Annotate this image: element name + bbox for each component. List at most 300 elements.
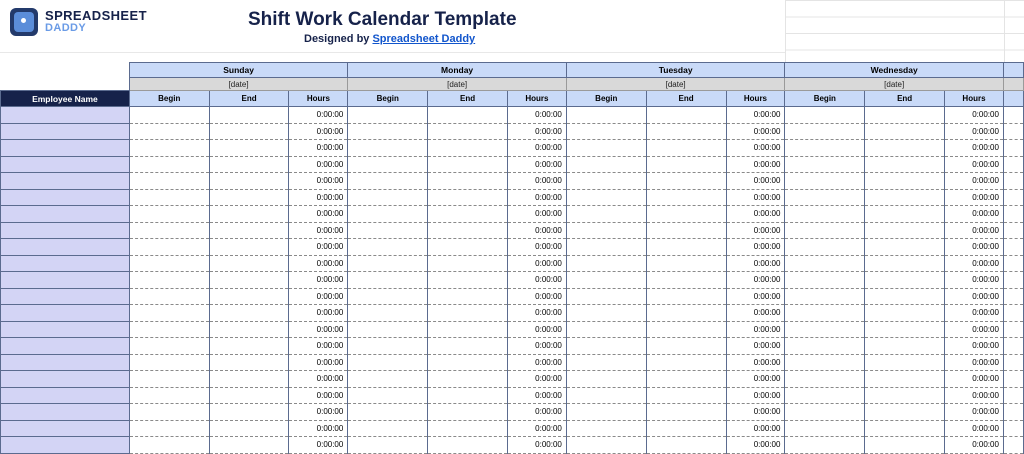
begin-cell[interactable] xyxy=(785,239,865,256)
hours-cell[interactable]: 0:00:00 xyxy=(507,404,566,421)
day-header-sunday[interactable]: Sunday xyxy=(129,63,348,78)
end-cell[interactable] xyxy=(865,305,945,322)
hours-cell[interactable]: 0:00:00 xyxy=(726,272,785,289)
overflow-cell[interactable] xyxy=(1003,338,1023,355)
begin-cell[interactable] xyxy=(348,239,428,256)
hours-cell[interactable]: 0:00:00 xyxy=(945,123,1004,140)
end-cell[interactable] xyxy=(865,189,945,206)
hours-cell[interactable]: 0:00:00 xyxy=(726,404,785,421)
begin-cell[interactable] xyxy=(348,123,428,140)
hours-cell[interactable]: 0:00:00 xyxy=(507,387,566,404)
hours-cell[interactable]: 0:00:00 xyxy=(289,123,348,140)
hours-cell[interactable]: 0:00:00 xyxy=(945,437,1004,454)
hours-cell[interactable]: 0:00:00 xyxy=(507,321,566,338)
hours-cell[interactable]: 0:00:00 xyxy=(289,189,348,206)
hours-cell[interactable]: 0:00:00 xyxy=(289,206,348,223)
hours-cell[interactable]: 0:00:00 xyxy=(289,404,348,421)
hours-cell[interactable]: 0:00:00 xyxy=(289,107,348,124)
end-cell[interactable] xyxy=(428,107,508,124)
begin-cell[interactable] xyxy=(566,255,646,272)
overflow-cell[interactable] xyxy=(1003,288,1023,305)
begin-cell[interactable] xyxy=(566,189,646,206)
day-header-wednesday[interactable]: Wednesday xyxy=(785,63,1004,78)
employee-name-cell[interactable] xyxy=(1,437,130,454)
begin-cell[interactable] xyxy=(129,272,209,289)
end-cell[interactable] xyxy=(865,338,945,355)
begin-cell[interactable] xyxy=(129,206,209,223)
end-cell[interactable] xyxy=(646,420,726,437)
hours-cell[interactable]: 0:00:00 xyxy=(945,255,1004,272)
begin-cell[interactable] xyxy=(785,255,865,272)
hours-cell[interactable]: 0:00:00 xyxy=(507,222,566,239)
begin-cell[interactable] xyxy=(785,107,865,124)
begin-cell[interactable] xyxy=(785,387,865,404)
hours-cell[interactable]: 0:00:00 xyxy=(289,371,348,388)
end-cell[interactable] xyxy=(865,239,945,256)
day-header-overflow[interactable] xyxy=(1003,63,1023,78)
end-cell[interactable] xyxy=(865,140,945,157)
end-cell[interactable] xyxy=(865,354,945,371)
hours-cell[interactable]: 0:00:00 xyxy=(726,371,785,388)
begin-cell[interactable] xyxy=(566,239,646,256)
hours-cell[interactable]: 0:00:00 xyxy=(507,156,566,173)
end-cell[interactable] xyxy=(428,288,508,305)
begin-cell[interactable] xyxy=(129,239,209,256)
end-cell[interactable] xyxy=(209,387,289,404)
hours-cell[interactable]: 0:00:00 xyxy=(726,222,785,239)
end-cell[interactable] xyxy=(865,321,945,338)
begin-cell[interactable] xyxy=(129,437,209,454)
begin-cell[interactable] xyxy=(348,272,428,289)
end-cell[interactable] xyxy=(209,123,289,140)
begin-cell[interactable] xyxy=(348,255,428,272)
begin-cell[interactable] xyxy=(566,338,646,355)
hours-cell[interactable]: 0:00:00 xyxy=(726,206,785,223)
overflow-cell[interactable] xyxy=(1003,156,1023,173)
end-cell[interactable] xyxy=(865,437,945,454)
spreadsheet-daddy-link[interactable]: Spreadsheet Daddy xyxy=(372,33,476,45)
overflow-cell[interactable] xyxy=(1003,239,1023,256)
hours-cell[interactable]: 0:00:00 xyxy=(945,288,1004,305)
begin-cell[interactable] xyxy=(348,156,428,173)
employee-name-cell[interactable] xyxy=(1,206,130,223)
hours-cell[interactable]: 0:00:00 xyxy=(726,107,785,124)
hours-cell[interactable]: 0:00:00 xyxy=(507,239,566,256)
hours-cell[interactable]: 0:00:00 xyxy=(945,222,1004,239)
hours-cell[interactable]: 0:00:00 xyxy=(945,189,1004,206)
hours-cell[interactable]: 0:00:00 xyxy=(726,437,785,454)
begin-cell[interactable] xyxy=(348,107,428,124)
overflow-cell[interactable] xyxy=(1003,206,1023,223)
date-cell-overflow[interactable] xyxy=(1003,78,1023,91)
end-cell[interactable] xyxy=(646,239,726,256)
end-cell[interactable] xyxy=(209,189,289,206)
hours-cell[interactable]: 0:00:00 xyxy=(726,305,785,322)
hours-cell[interactable]: 0:00:00 xyxy=(507,272,566,289)
begin-cell[interactable] xyxy=(129,354,209,371)
begin-cell[interactable] xyxy=(785,354,865,371)
hours-cell[interactable]: 0:00:00 xyxy=(289,321,348,338)
end-cell[interactable] xyxy=(865,156,945,173)
end-cell[interactable] xyxy=(209,420,289,437)
overflow-cell[interactable] xyxy=(1003,173,1023,190)
end-cell[interactable] xyxy=(428,338,508,355)
begin-cell[interactable] xyxy=(785,123,865,140)
overflow-cell[interactable] xyxy=(1003,387,1023,404)
end-cell[interactable] xyxy=(428,206,508,223)
end-cell[interactable] xyxy=(428,404,508,421)
hours-cell[interactable]: 0:00:00 xyxy=(726,173,785,190)
overflow-cell[interactable] xyxy=(1003,420,1023,437)
begin-cell[interactable] xyxy=(129,371,209,388)
employee-name-cell[interactable] xyxy=(1,305,130,322)
end-cell[interactable] xyxy=(646,156,726,173)
hours-cell[interactable]: 0:00:00 xyxy=(289,288,348,305)
hours-cell[interactable]: 0:00:00 xyxy=(289,354,348,371)
hours-cell[interactable]: 0:00:00 xyxy=(726,255,785,272)
hours-cell[interactable]: 0:00:00 xyxy=(507,354,566,371)
hours-cell[interactable]: 0:00:00 xyxy=(507,437,566,454)
overflow-cell[interactable] xyxy=(1003,140,1023,157)
begin-cell[interactable] xyxy=(785,321,865,338)
end-cell[interactable] xyxy=(209,222,289,239)
end-cell[interactable] xyxy=(865,420,945,437)
end-cell[interactable] xyxy=(428,354,508,371)
day-header-monday[interactable]: Monday xyxy=(348,63,567,78)
begin-cell[interactable] xyxy=(566,437,646,454)
begin-cell[interactable] xyxy=(129,189,209,206)
hours-cell[interactable]: 0:00:00 xyxy=(945,173,1004,190)
end-cell[interactable] xyxy=(646,404,726,421)
begin-cell[interactable] xyxy=(566,140,646,157)
overflow-cell[interactable] xyxy=(1003,437,1023,454)
end-cell[interactable] xyxy=(209,206,289,223)
begin-cell[interactable] xyxy=(348,338,428,355)
hours-cell[interactable]: 0:00:00 xyxy=(507,305,566,322)
employee-name-cell[interactable] xyxy=(1,420,130,437)
employee-name-cell[interactable] xyxy=(1,156,130,173)
begin-cell[interactable] xyxy=(348,140,428,157)
overflow-cell[interactable] xyxy=(1003,404,1023,421)
end-cell[interactable] xyxy=(646,123,726,140)
end-cell[interactable] xyxy=(428,437,508,454)
hours-cell[interactable]: 0:00:00 xyxy=(507,288,566,305)
overflow-cell[interactable] xyxy=(1003,222,1023,239)
begin-cell[interactable] xyxy=(785,206,865,223)
end-cell[interactable] xyxy=(865,206,945,223)
hours-cell[interactable]: 0:00:00 xyxy=(945,354,1004,371)
hours-cell[interactable]: 0:00:00 xyxy=(507,189,566,206)
begin-cell[interactable] xyxy=(566,404,646,421)
begin-cell[interactable] xyxy=(566,321,646,338)
hours-cell[interactable]: 0:00:00 xyxy=(945,387,1004,404)
end-cell[interactable] xyxy=(646,189,726,206)
end-cell[interactable] xyxy=(209,305,289,322)
end-cell[interactable] xyxy=(646,437,726,454)
begin-cell[interactable] xyxy=(348,173,428,190)
begin-cell[interactable] xyxy=(566,387,646,404)
begin-cell[interactable] xyxy=(129,107,209,124)
end-cell[interactable] xyxy=(646,354,726,371)
end-cell[interactable] xyxy=(646,255,726,272)
hours-cell[interactable]: 0:00:00 xyxy=(289,173,348,190)
begin-cell[interactable] xyxy=(129,123,209,140)
employee-name-cell[interactable] xyxy=(1,272,130,289)
begin-cell[interactable] xyxy=(785,272,865,289)
begin-cell[interactable] xyxy=(348,420,428,437)
end-cell[interactable] xyxy=(428,255,508,272)
end-cell[interactable] xyxy=(646,321,726,338)
employee-name-cell[interactable] xyxy=(1,354,130,371)
begin-cell[interactable] xyxy=(566,173,646,190)
hours-cell[interactable]: 0:00:00 xyxy=(945,272,1004,289)
hours-cell[interactable]: 0:00:00 xyxy=(507,140,566,157)
hours-cell[interactable]: 0:00:00 xyxy=(507,123,566,140)
begin-cell[interactable] xyxy=(566,222,646,239)
end-cell[interactable] xyxy=(865,288,945,305)
end-cell[interactable] xyxy=(428,387,508,404)
begin-cell[interactable] xyxy=(566,123,646,140)
hours-cell[interactable]: 0:00:00 xyxy=(945,371,1004,388)
end-cell[interactable] xyxy=(209,272,289,289)
overflow-cell[interactable] xyxy=(1003,107,1023,124)
hours-cell[interactable]: 0:00:00 xyxy=(507,338,566,355)
begin-cell[interactable] xyxy=(129,338,209,355)
end-cell[interactable] xyxy=(209,173,289,190)
end-cell[interactable] xyxy=(209,288,289,305)
begin-cell[interactable] xyxy=(348,305,428,322)
begin-cell[interactable] xyxy=(566,288,646,305)
employee-name-cell[interactable] xyxy=(1,189,130,206)
hours-cell[interactable]: 0:00:00 xyxy=(507,206,566,223)
hours-cell[interactable]: 0:00:00 xyxy=(726,140,785,157)
hours-cell[interactable]: 0:00:00 xyxy=(726,239,785,256)
end-cell[interactable] xyxy=(428,272,508,289)
overflow-cell[interactable] xyxy=(1003,189,1023,206)
hours-cell[interactable]: 0:00:00 xyxy=(726,338,785,355)
employee-name-cell[interactable] xyxy=(1,140,130,157)
employee-name-cell[interactable] xyxy=(1,239,130,256)
overflow-cell[interactable] xyxy=(1003,305,1023,322)
end-cell[interactable] xyxy=(646,222,726,239)
begin-cell[interactable] xyxy=(129,156,209,173)
end-cell[interactable] xyxy=(428,420,508,437)
end-cell[interactable] xyxy=(428,173,508,190)
end-cell[interactable] xyxy=(646,140,726,157)
begin-cell[interactable] xyxy=(785,404,865,421)
hours-cell[interactable]: 0:00:00 xyxy=(726,354,785,371)
end-cell[interactable] xyxy=(428,140,508,157)
end-cell[interactable] xyxy=(209,140,289,157)
hours-cell[interactable]: 0:00:00 xyxy=(507,255,566,272)
end-cell[interactable] xyxy=(865,272,945,289)
begin-cell[interactable] xyxy=(785,222,865,239)
hours-cell[interactable]: 0:00:00 xyxy=(945,338,1004,355)
begin-cell[interactable] xyxy=(348,354,428,371)
begin-cell[interactable] xyxy=(785,437,865,454)
end-cell[interactable] xyxy=(428,222,508,239)
begin-cell[interactable] xyxy=(129,140,209,157)
hours-cell[interactable]: 0:00:00 xyxy=(726,123,785,140)
employee-name-cell[interactable] xyxy=(1,387,130,404)
hours-cell[interactable]: 0:00:00 xyxy=(945,239,1004,256)
begin-cell[interactable] xyxy=(566,354,646,371)
begin-cell[interactable] xyxy=(129,255,209,272)
end-cell[interactable] xyxy=(209,404,289,421)
hours-cell[interactable]: 0:00:00 xyxy=(289,156,348,173)
begin-cell[interactable] xyxy=(566,371,646,388)
hours-cell[interactable]: 0:00:00 xyxy=(289,272,348,289)
overflow-cell[interactable] xyxy=(1003,272,1023,289)
employee-name-cell[interactable] xyxy=(1,404,130,421)
hours-cell[interactable]: 0:00:00 xyxy=(289,239,348,256)
end-cell[interactable] xyxy=(209,321,289,338)
begin-cell[interactable] xyxy=(785,140,865,157)
begin-cell[interactable] xyxy=(348,437,428,454)
hours-cell[interactable]: 0:00:00 xyxy=(289,338,348,355)
hours-cell[interactable]: 0:00:00 xyxy=(945,140,1004,157)
hours-cell[interactable]: 0:00:00 xyxy=(726,387,785,404)
hours-cell[interactable]: 0:00:00 xyxy=(289,387,348,404)
begin-cell[interactable] xyxy=(785,371,865,388)
end-cell[interactable] xyxy=(646,288,726,305)
begin-cell[interactable] xyxy=(348,321,428,338)
employee-name-cell[interactable] xyxy=(1,222,130,239)
end-cell[interactable] xyxy=(209,239,289,256)
hours-cell[interactable]: 0:00:00 xyxy=(726,189,785,206)
hours-cell[interactable]: 0:00:00 xyxy=(945,107,1004,124)
hours-cell[interactable]: 0:00:00 xyxy=(289,255,348,272)
overflow-cell[interactable] xyxy=(1003,123,1023,140)
employee-name-cell[interactable] xyxy=(1,288,130,305)
begin-cell[interactable] xyxy=(785,189,865,206)
end-cell[interactable] xyxy=(865,222,945,239)
begin-cell[interactable] xyxy=(348,206,428,223)
hours-cell[interactable]: 0:00:00 xyxy=(289,140,348,157)
end-cell[interactable] xyxy=(646,173,726,190)
end-cell[interactable] xyxy=(209,437,289,454)
hours-cell[interactable]: 0:00:00 xyxy=(507,420,566,437)
end-cell[interactable] xyxy=(646,272,726,289)
hours-cell[interactable]: 0:00:00 xyxy=(945,404,1004,421)
end-cell[interactable] xyxy=(428,305,508,322)
end-cell[interactable] xyxy=(209,371,289,388)
begin-cell[interactable] xyxy=(566,107,646,124)
end-cell[interactable] xyxy=(865,173,945,190)
employee-name-cell[interactable] xyxy=(1,338,130,355)
begin-cell[interactable] xyxy=(129,420,209,437)
begin-cell[interactable] xyxy=(785,305,865,322)
end-cell[interactable] xyxy=(646,305,726,322)
end-cell[interactable] xyxy=(646,338,726,355)
employee-name-cell[interactable] xyxy=(1,255,130,272)
hours-cell[interactable]: 0:00:00 xyxy=(726,321,785,338)
hours-cell[interactable]: 0:00:00 xyxy=(945,321,1004,338)
end-cell[interactable] xyxy=(865,387,945,404)
employee-name-cell[interactable] xyxy=(1,107,130,124)
end-cell[interactable] xyxy=(209,156,289,173)
begin-cell[interactable] xyxy=(566,305,646,322)
begin-cell[interactable] xyxy=(785,156,865,173)
overflow-cell[interactable] xyxy=(1003,354,1023,371)
end-cell[interactable] xyxy=(209,354,289,371)
hours-cell[interactable]: 0:00:00 xyxy=(507,173,566,190)
employee-name-cell[interactable] xyxy=(1,173,130,190)
begin-cell[interactable] xyxy=(348,371,428,388)
end-cell[interactable] xyxy=(428,239,508,256)
begin-cell[interactable] xyxy=(129,288,209,305)
end-cell[interactable] xyxy=(646,387,726,404)
begin-cell[interactable] xyxy=(348,222,428,239)
begin-cell[interactable] xyxy=(129,387,209,404)
end-cell[interactable] xyxy=(865,107,945,124)
date-cell-tuesday[interactable]: [date] xyxy=(566,78,785,91)
day-header-tuesday[interactable]: Tuesday xyxy=(566,63,785,78)
end-cell[interactable] xyxy=(428,156,508,173)
end-cell[interactable] xyxy=(646,107,726,124)
end-cell[interactable] xyxy=(646,206,726,223)
hours-cell[interactable]: 0:00:00 xyxy=(945,156,1004,173)
hours-cell[interactable]: 0:00:00 xyxy=(945,206,1004,223)
end-cell[interactable] xyxy=(865,123,945,140)
date-cell-sunday[interactable]: [date] xyxy=(129,78,348,91)
employee-name-cell[interactable] xyxy=(1,123,130,140)
hours-cell[interactable]: 0:00:00 xyxy=(289,420,348,437)
date-cell-wednesday[interactable]: [date] xyxy=(785,78,1004,91)
begin-cell[interactable] xyxy=(566,156,646,173)
overflow-cell[interactable] xyxy=(1003,371,1023,388)
end-cell[interactable] xyxy=(428,321,508,338)
hours-cell[interactable]: 0:00:00 xyxy=(507,371,566,388)
overflow-cell[interactable] xyxy=(1003,255,1023,272)
begin-cell[interactable] xyxy=(785,420,865,437)
begin-cell[interactable] xyxy=(129,173,209,190)
end-cell[interactable] xyxy=(209,107,289,124)
employee-name-cell[interactable] xyxy=(1,371,130,388)
end-cell[interactable] xyxy=(865,404,945,421)
begin-cell[interactable] xyxy=(348,387,428,404)
begin-cell[interactable] xyxy=(566,420,646,437)
begin-cell[interactable] xyxy=(785,288,865,305)
end-cell[interactable] xyxy=(646,371,726,388)
begin-cell[interactable] xyxy=(566,272,646,289)
begin-cell[interactable] xyxy=(129,305,209,322)
end-cell[interactable] xyxy=(865,371,945,388)
end-cell[interactable] xyxy=(428,189,508,206)
end-cell[interactable] xyxy=(209,255,289,272)
hours-cell[interactable]: 0:00:00 xyxy=(726,288,785,305)
begin-cell[interactable] xyxy=(129,404,209,421)
end-cell[interactable] xyxy=(209,338,289,355)
hours-cell[interactable]: 0:00:00 xyxy=(726,420,785,437)
begin-cell[interactable] xyxy=(348,189,428,206)
begin-cell[interactable] xyxy=(348,404,428,421)
hours-cell[interactable]: 0:00:00 xyxy=(507,107,566,124)
begin-cell[interactable] xyxy=(785,173,865,190)
hours-cell[interactable]: 0:00:00 xyxy=(289,437,348,454)
hours-cell[interactable]: 0:00:00 xyxy=(289,305,348,322)
end-cell[interactable] xyxy=(428,123,508,140)
hours-cell[interactable]: 0:00:00 xyxy=(726,156,785,173)
overflow-cell[interactable] xyxy=(1003,321,1023,338)
begin-cell[interactable] xyxy=(129,321,209,338)
hours-cell[interactable]: 0:00:00 xyxy=(289,222,348,239)
hours-cell[interactable]: 0:00:00 xyxy=(945,420,1004,437)
date-cell-monday[interactable]: [date] xyxy=(348,78,567,91)
hours-cell[interactable]: 0:00:00 xyxy=(945,305,1004,322)
end-cell[interactable] xyxy=(865,255,945,272)
begin-cell[interactable] xyxy=(348,288,428,305)
